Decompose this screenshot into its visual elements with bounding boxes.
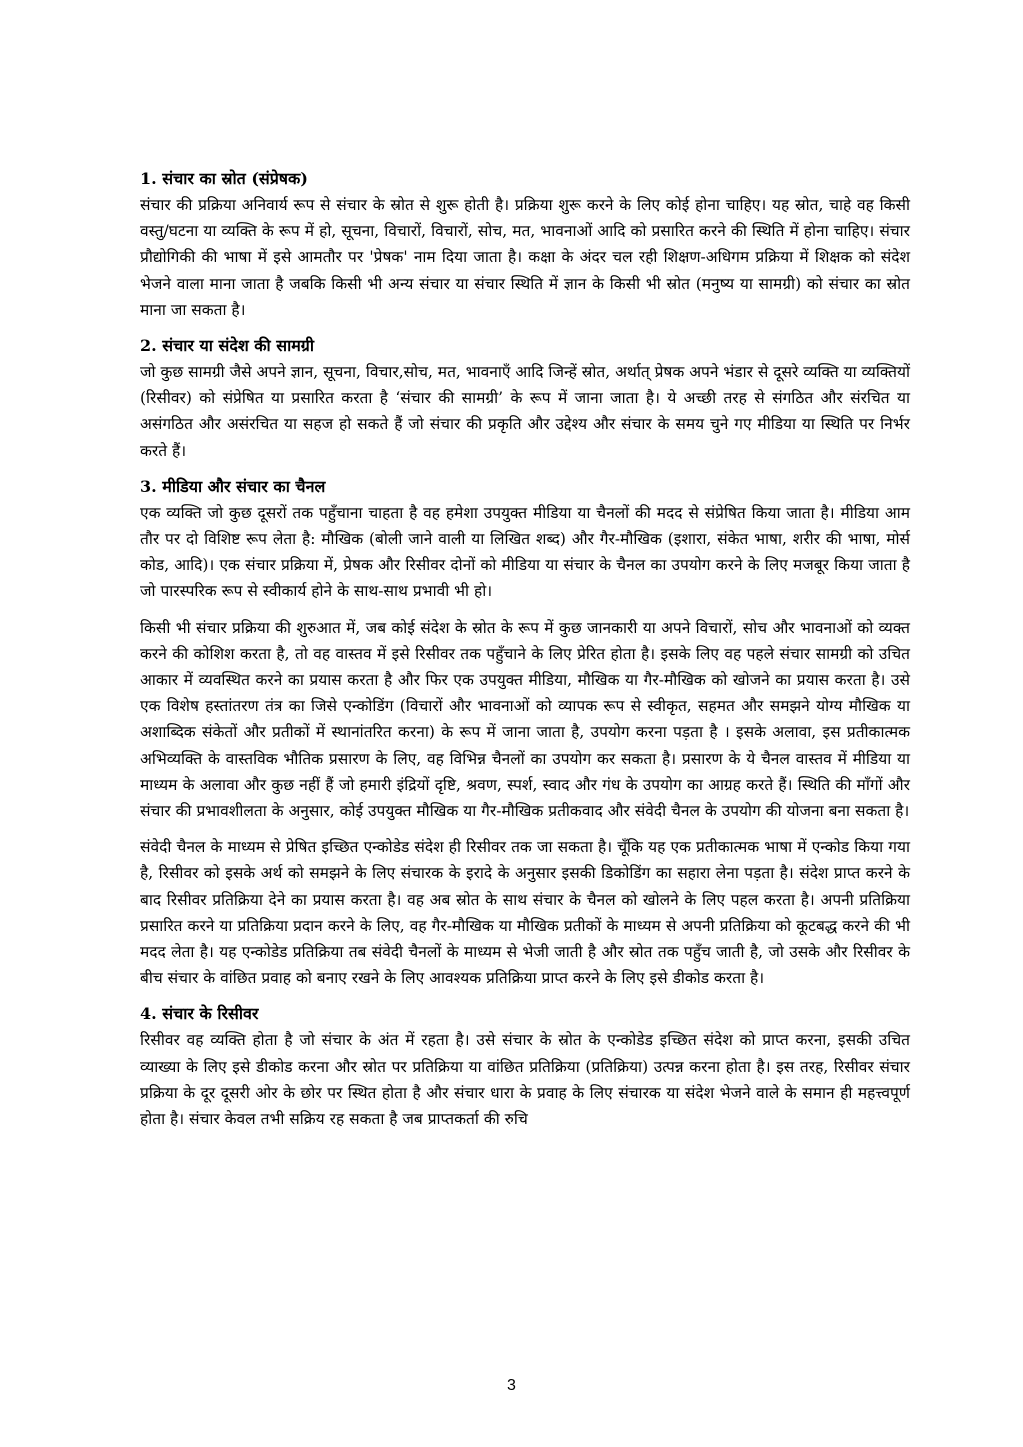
section-heading: 3. मीडिया और संचार का चैनल <box>140 476 326 496</box>
document-body <box>140 166 910 1142</box>
section-media-channel <box>140 474 910 992</box>
paragraph: किसी भी संचार प्रक्रिया की शुरुआत में, जब कोई संदेश के स्रोत के रूप में कुछ जानकारी या अपने विचारों, सोच और भावनाओं को व्यक्त करने की कोशिश करता है, तो वह वास्तव में इसे रिसीवर तक पहुँचाने के लिए प्रेरित होता है। इसके लिए वह पहले संचार सामग्री को उचित आकार में व्यवस्थित करने का प्रयास करता है और फिर एक उपयुक्त मीडिया, मौखिक या गैर-मौखिक को खोजने का प्रयास करता है। उसे एक विशेष हस्तांतरण तंत्र का जिसे एन्कोडिंग (विचारों और भावनाओं को व्यापक रूप से स्वीकृत, सहमत और समझने योग्य मौखिक या अशाब्दिक संकेतों और प्रतीकों में स्थानांतरित करना) के रूप में जाना जाता है, उपयोग करना पड़ता है । इसके अलावा, इस प्रतीकात्मक अभिव्यक्ति के वास्तविक भौतिक प्रसारण के लिए, वह विभिन्न चैनलों का उपयोग कर सकता है। प्रसारण के ये चैनल वास्तव में मीडिया या माध्यम के अलावा और कुछ नहीं हैं जो हमारी इंद्रियों दृष्टि, श्रवण, स्पर्श, स्वाद और गंध के उपयोग का आग्रह करते हैं। स्थिति की माँगों और संचार की प्रभावशीलता के अनुसार, कोई उपयुक्त मौखिक या गैर-मौखिक प्रतीकवाद और संवेदी चैनल के उपयोग की योजना बना सकता है। <box>140 618 910 821</box>
paragraph: जो कुछ सामग्री जैसे अपने ज्ञान, सूचना, विचार,सोच, मत, भावनाएँ आदि जिन्हें स्रोत, अर्थात् प्रेषक अपने भंडार से दूसरे व्यक्ति या व्यक्तियों (रिसीवर) को संप्रेषित या प्रसारित करता है ‘संचार की सामग्री’ के रूप में जाना जाता है। ये अच्छी तरह से संगठित और संरचित या असंगठित और असंरचित या सहज हो सकते हैं जो संचार की प्रकृति और उद्देश्य और संचार के समय चुने गए मीडिया या स्थिति पर निर्भर करते हैं। <box>140 363 910 460</box>
paragraph: रिसीवर वह व्यक्ति होता है जो संचार के अंत में रहता है। उसे संचार के स्रोत के एन्कोडेड इच्छित संदेश को प्राप्त करना, इसकी उचित व्याख्या के लिए इसे डीकोड करना और स्रोत पर प्रतिक्रिया या वांछित प्रतिक्रिया (प्रतिक्रिया) उत्पन्न करना होता है। इस तरह, रिसीवर संचार प्रक्रिया के दूर दूसरी ओर के छोर पर स्थित होता है और संचार धारा के प्रवाह के लिए संचारक या संदेश भेजने वाले के समान ही महत्त्वपूर्ण होता है। संचार केवल तभी सक्रिय रह सकता है जब प्राप्तकर्ता की रुचि <box>140 1031 910 1129</box>
page-number: 3 <box>507 1377 516 1394</box>
section-source <box>140 166 910 323</box>
paragraph: संवेदी चैनल के माध्यम से प्रेषित इच्छित एन्कोडेड संदेश ही रिसीवर तक जा सकता है। चूँकि यह एक प्रतीकात्मक भाषा में एन्कोड किया गया है, रिसीवर को इसके अर्थ को समझने के लिए संचारक के इरादे के अनुसार इसकी डिकोडिंग का सहारा लेना पड़ता है। संदेश प्राप्त करने के बाद रिसीवर प्रतिक्रिया देने का प्रयास करता है। वह अब स्रोत के साथ संचार के चैनल को खोलने के लिए पहल करता है। अपनी प्रतिक्रिया प्रसारित करने या प्रतिक्रिया प्रदान करने के लिए, वह गैर-मौखिक या मौखिक प्रतीकों के माध्यम से अपनी प्रतिक्रिया को कूटबद्ध करने की भी मदद लेता है। यह एन्कोडेड प्रतिक्रिया तब संवेदी चैनलों के माध्यम से भेजी जाती है और स्रोत तक पहुँच जाती है, जो उसके और रिसीवर के बीच संचार के वांछित प्रवाह को बनाए रखने के लिए आवश्यक प्रतिक्रिया प्राप्त करने के लिए इसे डीकोड करता है। <box>140 838 910 988</box>
section-heading: 1. संचार का स्रोत (संप्रेषक) <box>140 169 308 188</box>
section-receiver <box>140 1001 910 1132</box>
paragraph: संचार की प्रक्रिया अनिवार्य रूप से संचार के स्रोत से शुरू होती है। प्रक्रिया शुरू करने के लिए कोई होना चाहिए। यह स्रोत, चाहे वह किसी वस्तु/घटना या व्यक्ति के रूप में हो, सूचना, विचारों, विचारों, सोच, मत, भावनाओं आदि को प्रसारित करने की स्थिति में होना चाहिए। संचार प्रौद्योगिकी की भाषा में इसे आमतौर पर 'प्रेषक' नाम दिया जाता है। कक्षा के अंदर चल रही शिक्षण-अधिगम प्रक्रिया में शिक्षक को संदेश भेजने वाला माना जाता है जबकि किसी भी अन्य संचार या संचार स्थिति में ज्ञान के किसी भी स्रोत (मनुष्य या सामग्री) को संचार का स्रोत माना जा सकता है। <box>140 196 910 319</box>
section-heading: 4. संचार के रिसीवर <box>140 1004 259 1024</box>
section-content <box>140 333 910 464</box>
paragraph: एक व्यक्ति जो कुछ दूसरों तक पहुँचाना चाहता है वह हमेशा उपयुक्त मीडिया या चैनलों की मदद से संप्रेषित किया जाता है। मीडिया आम तौर पर दो विशिष्ट रूप लेता है: मौखिक (बोली जाने वाली या लिखित शब्द) और गैर-मौखिक (इशारा, संकेत भाषा, शरीर की भाषा, मोर्स कोड, आदि)। एक संचार प्रक्रिया में, प्रेषक और रिसीवर दोनों को मीडिया या संचार के चैनल का उपयोग करने के लिए मजबूर किया जाता है जो पारस्परिक रूप से स्वीकार्य होने के साथ-साथ प्रभावी भी हो। <box>140 503 910 601</box>
section-heading: 2. संचार या संदेश की सामग्री <box>140 336 314 356</box>
